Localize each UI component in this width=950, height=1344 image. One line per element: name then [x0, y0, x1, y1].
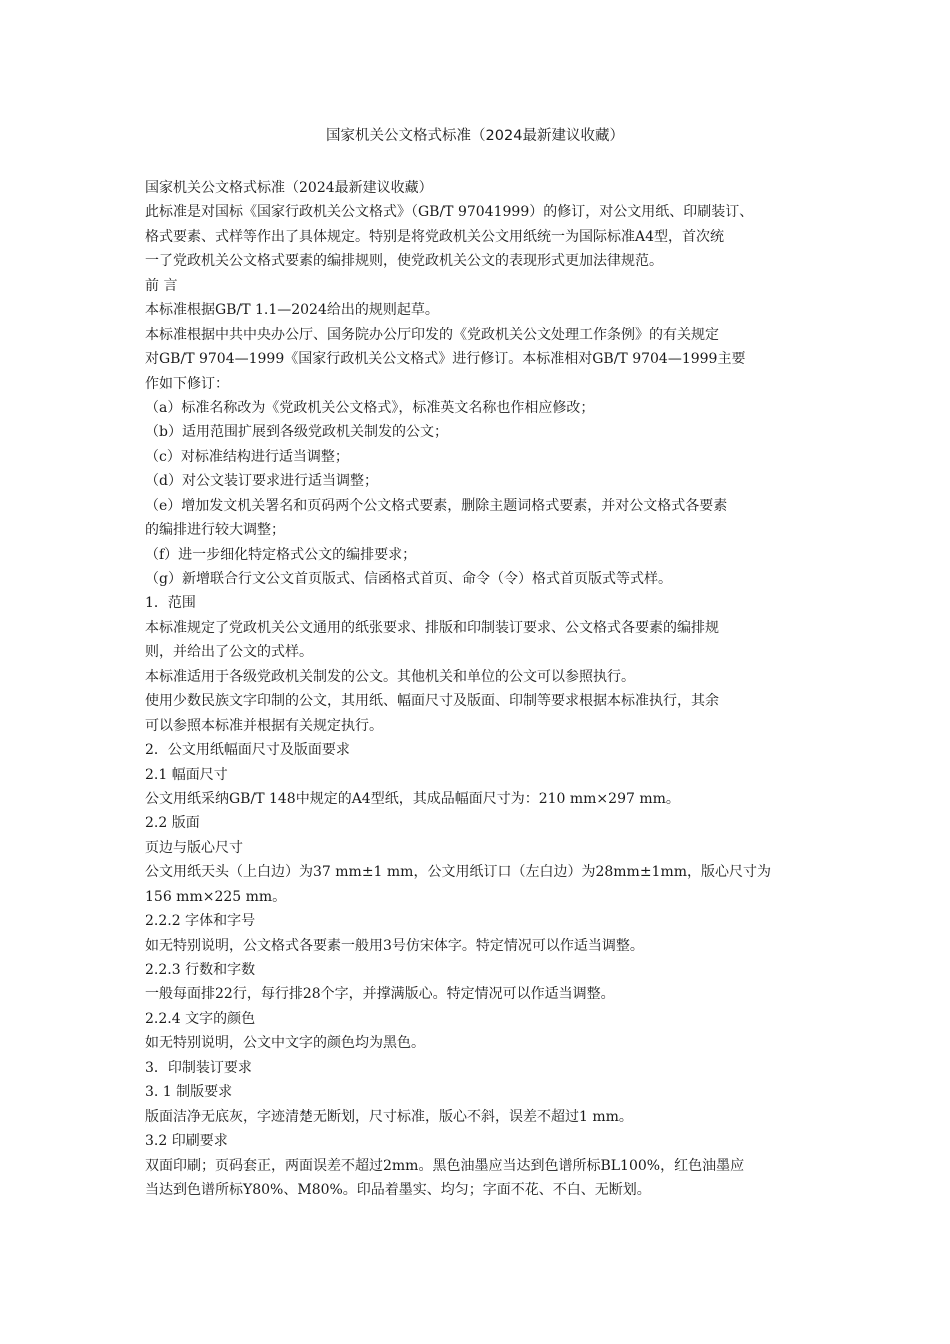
- text-line: 2.1 幅面尺寸: [145, 766, 228, 783]
- text-line: 本标准根据中共中央办公厅、国务院办公厅印发的《党政机关公文处理工作条例》的有关规定: [145, 326, 719, 343]
- text-line: 2．公文用纸幅面尺寸及版面要求: [145, 742, 350, 759]
- text-line: 如无特别说明，公文中文字的颜色均为黑色。: [145, 1035, 425, 1052]
- text-line: 本标准规定了党政机关公文通用的纸张要求、排版和印制装订要求、公文格式各要素的编排规: [145, 619, 719, 636]
- text-line: 3. 1 制版要求: [145, 1084, 233, 1101]
- text-line: 2.2.2 字体和字号: [145, 913, 256, 930]
- text-line: 当达到色谱所标Y80%、M80%。印品着墨实、均匀；字面不花、不白、无断划。: [145, 1181, 651, 1198]
- text-line: 前 言: [145, 277, 178, 294]
- text-line: 2.2.4 文字的颜色: [145, 1010, 256, 1027]
- text-line: 双面印刷；页码套正，两面误差不超过2mm。黑色油墨应当达到色谱所标BL100%，红色油墨应: [145, 1157, 745, 1174]
- text-line: 一般每面排22行，每行排28个字，并撑满版心。特定情况可以作适当调整。: [145, 986, 615, 1003]
- text-line: 可以参照本标准并根据有关规定执行。: [145, 717, 383, 734]
- text-line: 公文用纸天头（上白边）为37 mm±1 mm，公文用纸订口（左白边）为28mm±1mm，版心尺寸为: [145, 864, 772, 881]
- text-line: 2.2.3 行数和字数: [145, 962, 256, 978]
- document-body: [145, 176, 825, 1202]
- text-line: 如无特别说明，公文格式各要素一般用3号仿宋体字。特定情况可以作适当调整。: [145, 937, 644, 954]
- text-line: 的编排进行较大调整；: [145, 522, 285, 539]
- text-line: 一了党政机关公文格式要素的编排规则，使党政机关公文的表现形式更加法律规范。: [145, 253, 663, 270]
- text-line: 3．印制装订要求: [145, 1059, 252, 1076]
- text-line: （b）适用范围扩展到各级党政机关制发的公文；: [145, 424, 448, 441]
- text-line: 156 mm×225 mm。: [145, 888, 287, 905]
- text-line: 使用少数民族文字印制的公文，其用纸、幅面尺寸及版面、印制等要求根据本标准执行，其余: [145, 693, 719, 710]
- text-line: （g）新增联合行文公文首页版式、信函格式首页、命令（令）格式首页版式等式样。: [145, 571, 672, 587]
- text-line: （a）标准名称改为《党政机关公文格式》，标准英文名称也作相应修改；: [145, 399, 595, 416]
- text-line: 本标准适用于各级党政机关制发的公文。其他机关和单位的公文可以参照执行。: [145, 668, 635, 685]
- text-line: 国家机关公文格式标准（2024最新建议收藏）: [145, 180, 433, 196]
- text-line: （d）对公文装订要求进行适当调整；: [145, 473, 378, 490]
- text-line: 对GB/T 9704—1999《国家行政机关公文格式》进行修订。本标准相对GB/T 9704—1999主要: [145, 351, 746, 368]
- text-line: 作如下修订：: [145, 375, 229, 392]
- text-line: 版面洁净无底灰，字迹清楚无断划，尺寸标准，版心不斜，误差不超过1 mm。: [145, 1108, 633, 1125]
- text-line: 页边与版心尺寸: [145, 839, 243, 856]
- text-line: 本标准根据GB/T 1.1—2024给出的规则起草。: [145, 302, 439, 319]
- text-line: 此标准是对国标《国家行政机关公文格式》（GB/T 97041999）的修订，对公文用纸、印刷装订、: [145, 204, 754, 221]
- text-line: 3.2 印刷要求: [145, 1133, 228, 1150]
- text-line: （e）增加发文机关署名和页码两个公文格式要素，删除主题词格式要素，并对公文格式各要素: [145, 497, 728, 514]
- text-line: 格式要素、式样等作出了具体规定。特别是将党政机关公文用纸统一为国际标准A4型，首次统: [145, 228, 725, 245]
- text-line: 公文用纸采纳GB/T 148中规定的A4型纸，其成品幅面尺寸为：210 mm×297 mm。: [145, 790, 680, 807]
- text-line: （f）进一步细化特定格式公文的编排要求；: [145, 546, 417, 563]
- text-line: 2.2 版面: [145, 815, 200, 832]
- text-line: 1．范围: [145, 595, 196, 612]
- text-line: （c）对标准结构进行适当调整；: [145, 448, 349, 465]
- text-line: 则，并给出了公文的式样。: [145, 644, 313, 661]
- document-title: 国家机关公文格式标准（2024最新建议收藏）: [326, 128, 624, 144]
